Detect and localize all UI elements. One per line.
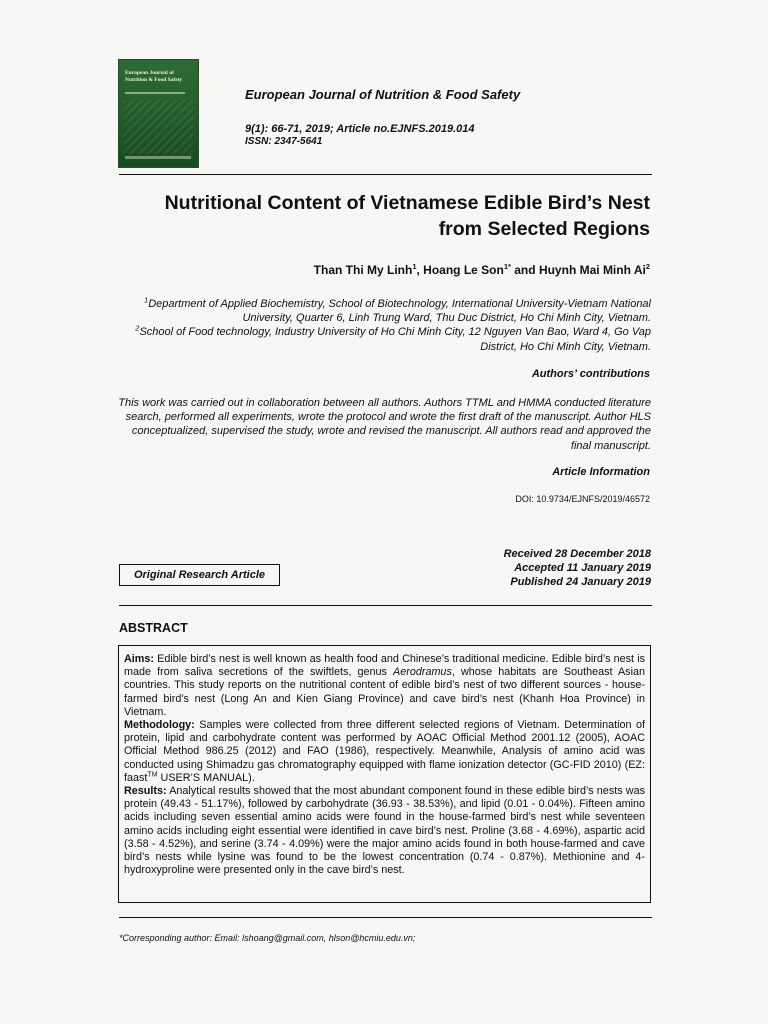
cover-divider bbox=[125, 92, 185, 94]
aims-text-a: Edible bird’s nest is well known as health food and Chinese’s traditional medicine. Edible bird’s nest is made from saliva secretions of the swiftlets, genus bbox=[124, 653, 645, 679]
article-info-heading: Article Information bbox=[552, 466, 650, 478]
cover-footer-bar bbox=[125, 156, 191, 159]
abstract-box bbox=[118, 645, 651, 903]
methodology-text-b: USER’S MANUAL). bbox=[157, 771, 255, 784]
publication-dates bbox=[400, 547, 651, 589]
aims-label: Aims: bbox=[124, 653, 154, 665]
results-label: Results: bbox=[124, 785, 167, 798]
journal-cover-thumbnail bbox=[119, 60, 198, 167]
contributions-text: This work was carried out in collaboration between all authors. Authors TTML and HMMA conducted literature search, performed all experiments, wrote the protocol and wrote the first draft of the manuscript. Author HLS conceptualized, supervised the study, wrote and revised the manuscript. All authors read and approved the final manuscript. bbox=[118, 397, 651, 452]
abstract-methodology bbox=[124, 719, 645, 785]
affiliation-2-sup: 2 bbox=[135, 323, 140, 333]
accepted-date: Accepted 11 January 2019 bbox=[514, 562, 651, 574]
affiliation-2 bbox=[110, 325, 651, 353]
author-list bbox=[119, 263, 650, 277]
contributions-heading: Authors’ contributions bbox=[531, 368, 650, 380]
author-sep-2: and bbox=[510, 263, 539, 277]
article-type-badge: Original Research Article bbox=[119, 564, 280, 586]
methodology-label: Methodology: bbox=[124, 719, 195, 732]
abstract-heading: ABSTRACT bbox=[119, 621, 188, 635]
footnote-rule bbox=[119, 917, 652, 918]
affiliation-1 bbox=[110, 297, 651, 325]
author-sep-1: , bbox=[416, 263, 424, 277]
aims-text-b: , whose habitats are Southeast Asian countries. This study reports on the nutritional content of edible bird’s nest of two different sources - house-farmed bird’s nest (Long An and Kien Giang Province) and cave bird’s nest (Khanh Hoa Province) in Vietnam. bbox=[124, 666, 645, 718]
author-3-sup: 2 bbox=[645, 262, 650, 271]
paper-title bbox=[119, 190, 650, 242]
results-text: Analytical results showed that the most abundant component found in these edible bird’s nests was protein (49.43 - 51.17%), followed by carbohydrate (36.93 - 38.53%), and lipid (0.01 - 0.04%). Fifteen amino acids including seven essential amino acids were found in the house-farmed bird’s nest while seventeen amino acids including eight essential were identified in cave bird’s nest. Proline (3.68 - 4.69%), aspartic acid (3.58 - 4.52%), and serine (3.74 - 4.09%) were the major amino acids found in both house-farmed and cave bird’s nests while lysine was found to be the lowest concentration (0.74 - 0.87%). Methionine and 4-hydroxyproline were presented only in the cave bird’s nest. bbox=[124, 785, 645, 877]
dates-rule bbox=[119, 605, 652, 606]
paper-title-line-1: Nutritional Content of Vietnamese Edible Bird’s Nest bbox=[164, 192, 650, 214]
affiliation-2-text: School of Food technology, Industry University of Ho Chi Minh City, 12 Nguyen Van Bao, Ward 4, Go Vap District, Ho Chi Minh City, Vietnam. bbox=[139, 326, 651, 353]
methodology-tm: TM bbox=[147, 771, 158, 779]
corresponding-author-footnote: *Corresponding author: Email: lshoang@gmail.com, hlson@hcmiu.edu.vn; bbox=[119, 933, 416, 943]
author-1: Than Thi My Linh bbox=[313, 263, 413, 277]
affiliation-1-text: Department of Applied Biochemistry, School of Biotechnology, International University-Vietnam National University, Quarter 6, Linh Trung Ward, Thu Duc District, Ho Chi Minh City, Vietnam. bbox=[148, 298, 651, 325]
author-2: Hoang Le Son bbox=[423, 263, 504, 277]
journal-name: European Journal of Nutrition & Food Safety bbox=[245, 87, 521, 102]
cover-title: European Journal of Nutrition & Food Safety bbox=[125, 70, 183, 83]
cover-pattern bbox=[123, 100, 194, 155]
author-2-sup: 1* bbox=[503, 262, 511, 271]
header-rule bbox=[119, 174, 652, 175]
issn-line: ISSN: 2347-5641 bbox=[245, 136, 323, 147]
received-date: Received 28 December 2018 bbox=[503, 548, 651, 560]
doi-link[interactable]: DOI: 10.9734/EJNFS/2019/46572 bbox=[515, 494, 650, 504]
author-1-sup: 1 bbox=[412, 262, 417, 271]
affiliations bbox=[110, 297, 651, 354]
aims-genus: Aerodramus bbox=[393, 666, 452, 679]
paper-title-line-2: from Selected Regions bbox=[438, 218, 650, 240]
published-date: Published 24 January 2019 bbox=[510, 576, 651, 588]
volume-line: 9(1): 66-71, 2019; Article no.EJNFS.2019.014 bbox=[245, 123, 475, 135]
methodology-text-a: Samples were collected from three different selected regions of Vietnam. Determination of protein, lipid and carbohydrate content was performed by AOAC Official Method 2001.12 (2005), AOAC Official Method 986.25 (2012) and FAO (1986), respectively. Meanwhile, Analysis of amino acid was conducted using Shimadzu gas chromatography equipped with flame ionization detector (GC-FID 2010) (EZ: faast bbox=[124, 719, 645, 784]
author-3: Huynh Mai Minh Ai bbox=[538, 263, 646, 277]
abstract-results bbox=[124, 785, 645, 877]
abstract-aims bbox=[124, 653, 645, 719]
affiliation-1-sup: 1 bbox=[144, 295, 149, 305]
